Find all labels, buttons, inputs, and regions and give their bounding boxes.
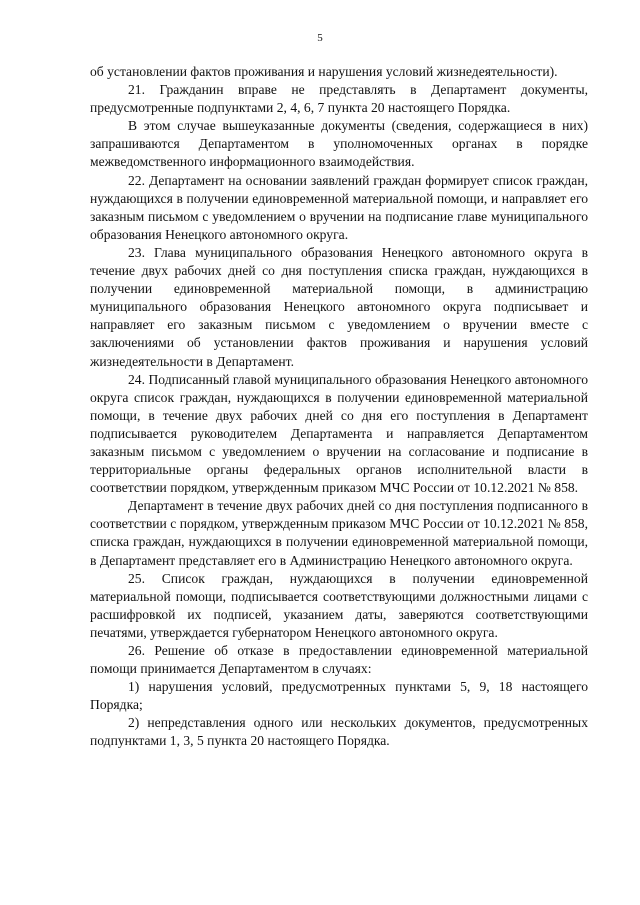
document-body	[90, 63, 588, 751]
paragraph-21: 21. Гражданин вправе не представлять в Департамент документы, предусмотренные подпунктами 2, 4, 6, 7 пункта 20 настоящего Порядка.	[90, 82, 588, 116]
paragraph-23: 23. Глава муниципального образования Ненецкого автономного округа в течение двух рабочих дней со дня поступления списка граждан, нуждающихся в получении единовременной материальной помощи, в администрацию муниципального образования Ненецкого автономного округа подписывает и направляет его заказным письмом с уведомлением о вручении вместе с заключениями об установлении фактов проживания и нарушения условий жизнедеятельности в Департамент.	[90, 244, 588, 369]
list-item-26-2: 2) непредставления одного или нескольких документов, предусмотренных подпунктами 1, 3, 5 пункта 20 настоящего Порядка.	[90, 715, 588, 749]
paragraph-continuation: об установлении фактов проживания и нарушения условий жизнедеятельности).	[90, 64, 558, 79]
paragraph-24-continuation: Департамент в течение двух рабочих дней со дня поступления подписанного в соответствии с порядком, утвержденным приказом МЧС России от 10.12.2021 № 858, списка граждан, нуждающихся в получении единовременной материальной помощи, в Департамент представляет его в Администрацию Ненецкого автономного округа.	[90, 498, 588, 568]
page-number: 5	[317, 32, 323, 44]
paragraph-22: 22. Департамент на основании заявлений граждан формирует список граждан, нуждающихся в получении единовременной материальной помощи, и направляет его заказным письмом с уведомлением о вручении на подписание главе муниципального образования Ненецкого автономного округа.	[90, 172, 588, 242]
paragraph-24: 24. Подписанный главой муниципального образования Ненецкого автономного округа список граждан, нуждающихся в получении единовременной материальной помощи, в течение двух рабочих дней со дня его поступления в Департамент подписывается руководителем Департамента и направляется Департаментом заказным письмом с уведомлением о вручении на согласование и подписание в территориальные органы федеральных органов исполнительной власти в соответствии порядком, утвержденным приказом МЧС России от 10.12.2021 № 858.	[90, 371, 588, 496]
paragraph-26: 26. Решение об отказе в предоставлении единовременной материальной помощи принимается Департаментом в случаях:	[90, 643, 588, 677]
paragraph-25: 25. Список граждан, нуждающихся в получении единовременной материальной помощи, подписывается соответствующими должностными лицами с расшифровкой их подписей, указанием даты, заверяются соответствующими печатями, утверждается губернатором Ненецкого автономного округа.	[90, 570, 588, 640]
paragraph-21-note: В этом случае вышеуказанные документы (сведения, содержащиеся в них) запрашиваются Департаментом в уполномоченных органах в порядке межведомственного информационного взаимодействия.	[90, 118, 588, 170]
list-item-26-1: 1) нарушения условий, предусмотренных пунктами 5, 9, 18 настоящего Порядка;	[90, 679, 588, 713]
